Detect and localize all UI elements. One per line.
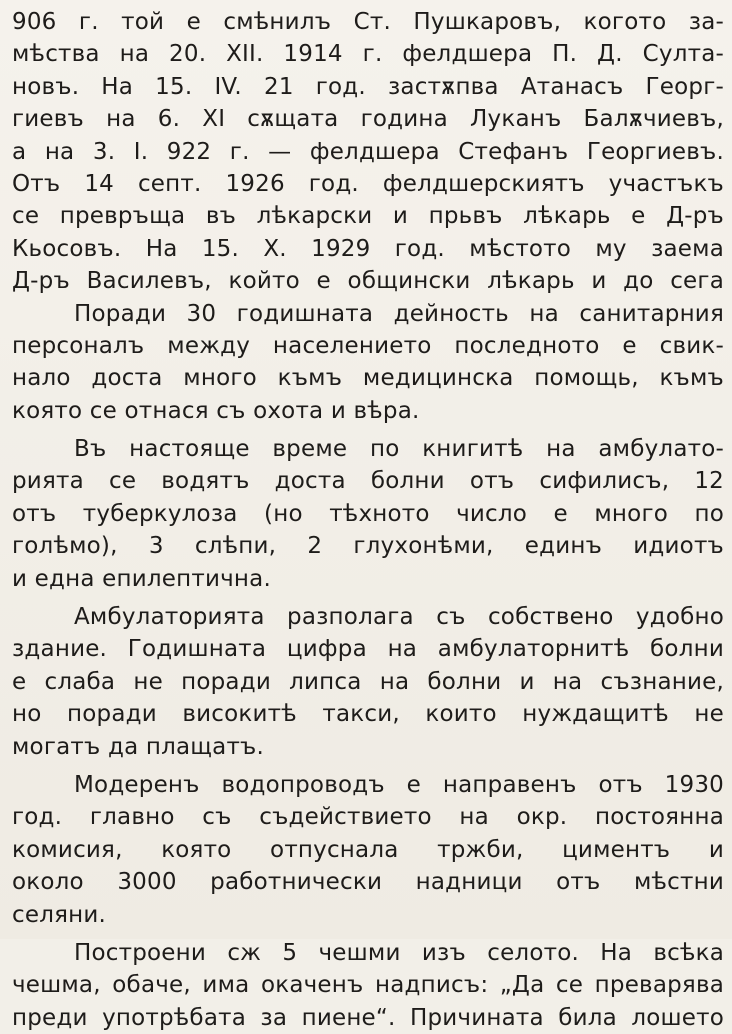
paragraph-4	[12, 601, 724, 763]
text-line: около 3000 работнически надници отъ мѣстни	[12, 869, 724, 896]
text-line: Отъ 14 септ. 1926 год. фелдшерскиятъ участъкъ	[12, 170, 724, 197]
text-line: Кьосовъ. На 15. Х. 1929 год. мѣстото му заема	[12, 235, 724, 262]
text-line: Поради 30 годишната дейность на санитарния	[74, 300, 724, 327]
text-line: е слаба не поради липса на болни и на съзнание,	[12, 668, 724, 695]
text-line: здание. Годишната цифра на амбулаторнитѣ болни	[12, 636, 724, 663]
text-line: нало доста много къмъ медицинска помощь, къмъ	[12, 365, 724, 392]
text-line: Амбулаторията разполага съ собствено удобно	[74, 604, 724, 631]
text-line: а на 3. I. 922 г. — фелдшера Стефанъ Георгиевъ.	[12, 138, 724, 165]
text-line: селяни.	[12, 901, 107, 928]
text-line: 906 г. той е смѣнилъ Ст. Пушкаровъ, когото за-	[12, 9, 724, 35]
text-line: се превръща въ лѣкарски и прьвъ лѣкарь е Д-ръ	[12, 203, 724, 230]
paragraph-3	[12, 433, 724, 595]
text-line: чешма, обаче, има окаченъ надписъ: „Да се преварява	[12, 972, 724, 999]
text-line: рията се водятъ доста болни отъ сифилисъ, 12	[12, 468, 724, 495]
text-line: голѣмо), 3 слѣпи, 2 глухонѣми, единъ идиотъ	[12, 533, 724, 560]
text-line: преди употрѣбата за пиене“. Причината била лошето	[12, 1004, 724, 1031]
text-line: новъ. На 15. IV. 21 год. застѫпва Атанасъ Георг-	[12, 73, 724, 100]
text-line: Построени сж 5 чешми изъ селото. На всѣка	[74, 939, 724, 966]
text-line: Д-ръ Василевъ, който е общински лѣкарь и до сега	[12, 268, 724, 295]
text-line: Въ настояще време по книгитѣ на амбулато-	[74, 436, 724, 463]
text-line: комисия, която отпуснала тржби, циментъ и	[12, 836, 724, 863]
text-line: гиевъ на 6. XI сѫщата година Луканъ Балѫчиевъ,	[12, 106, 724, 133]
text-line: и една епилептична.	[12, 565, 271, 592]
text-line: но поради високитѣ такси, които нуждащитѣ не	[12, 701, 724, 728]
text-line: год. главно съ съдействието на окр. постоянна	[12, 804, 724, 831]
text-line: отъ туберкулоза (но тѣхното число е много по	[12, 500, 724, 527]
paragraph-2	[12, 298, 724, 428]
paragraph-5	[12, 769, 724, 931]
paragraph-6	[12, 937, 724, 1034]
text-line: която се отнася съ охота и вѣра.	[12, 397, 420, 424]
text-line: Модеренъ водопроводъ е направенъ отъ 1930	[74, 771, 724, 798]
text-line: мѣства на 20. XII. 1914 г. фелдшера П. Д. Султа-	[12, 41, 724, 68]
paragraph-1	[12, 6, 724, 298]
text-line: могатъ да плащатъ.	[12, 733, 265, 760]
text-line: персоналъ между населението последното е свик-	[12, 332, 724, 359]
